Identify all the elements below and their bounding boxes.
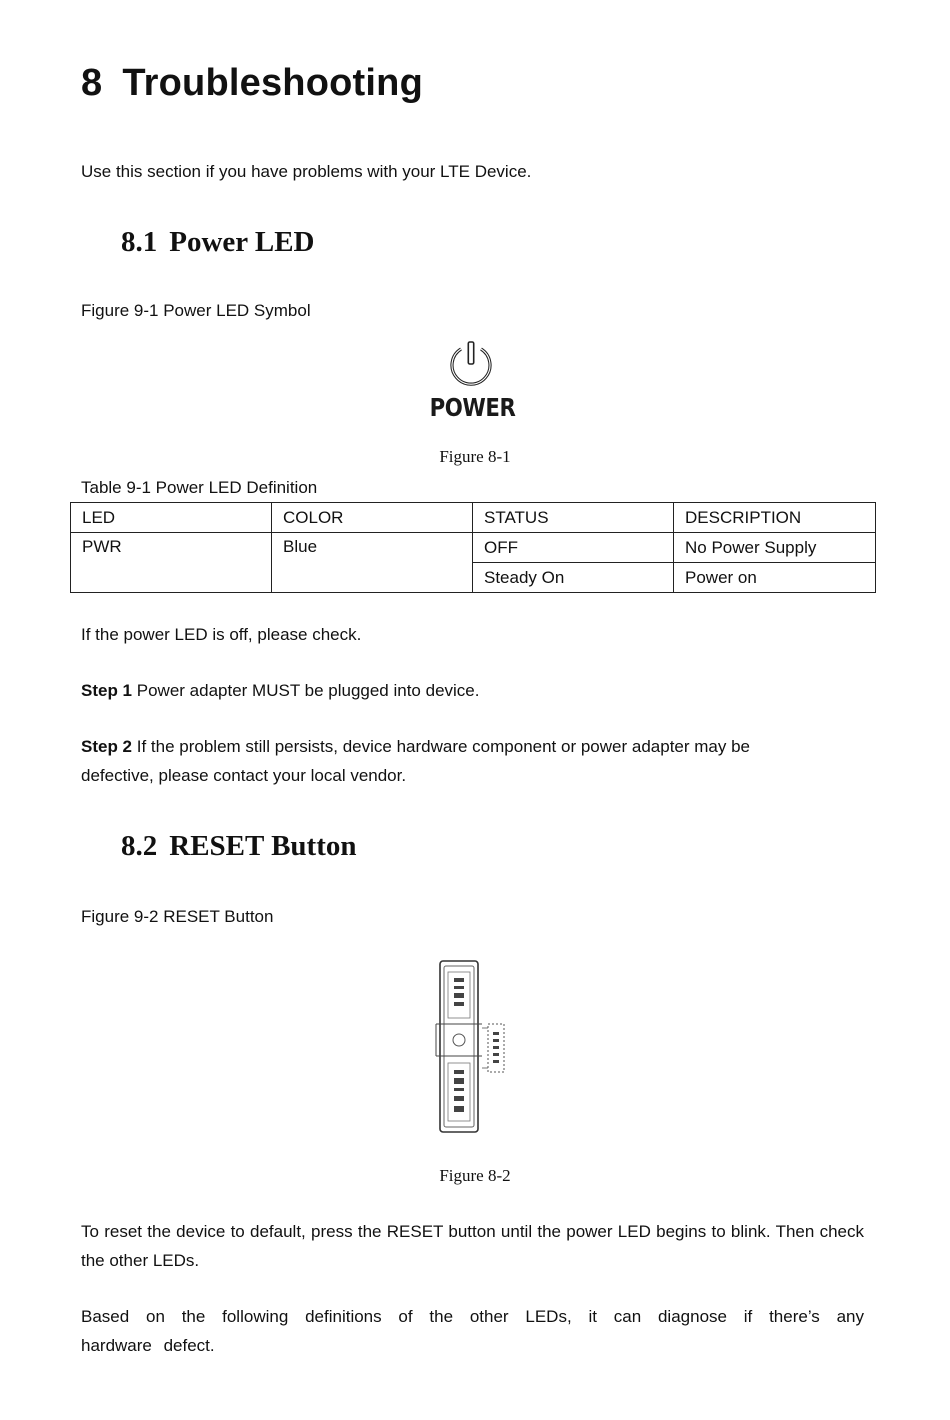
subsection-title: Power LED xyxy=(169,226,315,258)
table-row xyxy=(71,533,876,563)
power-icon xyxy=(446,339,496,389)
cell-status: Steady On xyxy=(473,563,674,593)
step-2-label: Step 2 xyxy=(81,737,133,756)
figure-label-power-led: Figure 9-1 Power LED Symbol xyxy=(81,301,311,320)
table-header-row xyxy=(71,503,876,533)
cell-status: OFF xyxy=(473,533,674,563)
reset-paragraph-1: To reset the device to default, press the RESET button until the power LED begins to blink. Then check the other LEDs. xyxy=(81,1222,864,1270)
table-label: Table 9-1 Power LED Definition xyxy=(81,478,318,497)
subsection-heading-reset-button xyxy=(121,830,357,863)
step-1-text: Power adapter MUST be plugged into device. xyxy=(132,681,480,700)
step-2-paragraph xyxy=(81,732,811,790)
page-title xyxy=(81,62,423,105)
reset-button-diagram xyxy=(432,958,516,1136)
cell-color: Blue xyxy=(272,533,473,593)
check-paragraph: If the power LED is off, please check. xyxy=(81,625,362,644)
step-1-label: Step 1 xyxy=(81,681,133,700)
figure-caption-8-2: Figure 8-2 xyxy=(439,1166,511,1185)
cell-led: PWR xyxy=(71,533,272,593)
subsection-heading-power-led xyxy=(121,226,315,259)
cell-description: Power on xyxy=(674,563,876,593)
figure-caption-8-1: Figure 8-1 xyxy=(439,447,511,466)
section-number: 8 xyxy=(81,62,103,104)
step-2-text: If the problem still persists, device hardware component or power adapter may be defective, please contact your local vendor. xyxy=(81,737,750,785)
header-cell-description: DESCRIPTION xyxy=(674,503,876,533)
reset-paragraph-2: Based on the following definitions of the other LEDs, it can diagnose if there’s any hardware defect. xyxy=(81,1307,864,1355)
subsection-title: RESET Button xyxy=(169,830,357,862)
step-1-paragraph xyxy=(81,676,479,705)
header-cell-color: COLOR xyxy=(272,503,473,533)
figure-label-reset-button: Figure 9-2 RESET Button xyxy=(81,907,274,926)
subsection-number: 8.1 xyxy=(121,226,158,258)
cell-description: No Power Supply xyxy=(674,533,876,563)
intro-paragraph: Use this section if you have problems with your LTE Device. xyxy=(81,162,532,181)
power-led-table xyxy=(70,502,876,593)
power-icon-label: POWER xyxy=(429,393,516,422)
header-cell-status: STATUS xyxy=(473,503,674,533)
section-title: Troubleshooting xyxy=(122,62,423,104)
header-cell-led: LED xyxy=(71,503,272,533)
subsection-number: 8.2 xyxy=(121,830,158,862)
